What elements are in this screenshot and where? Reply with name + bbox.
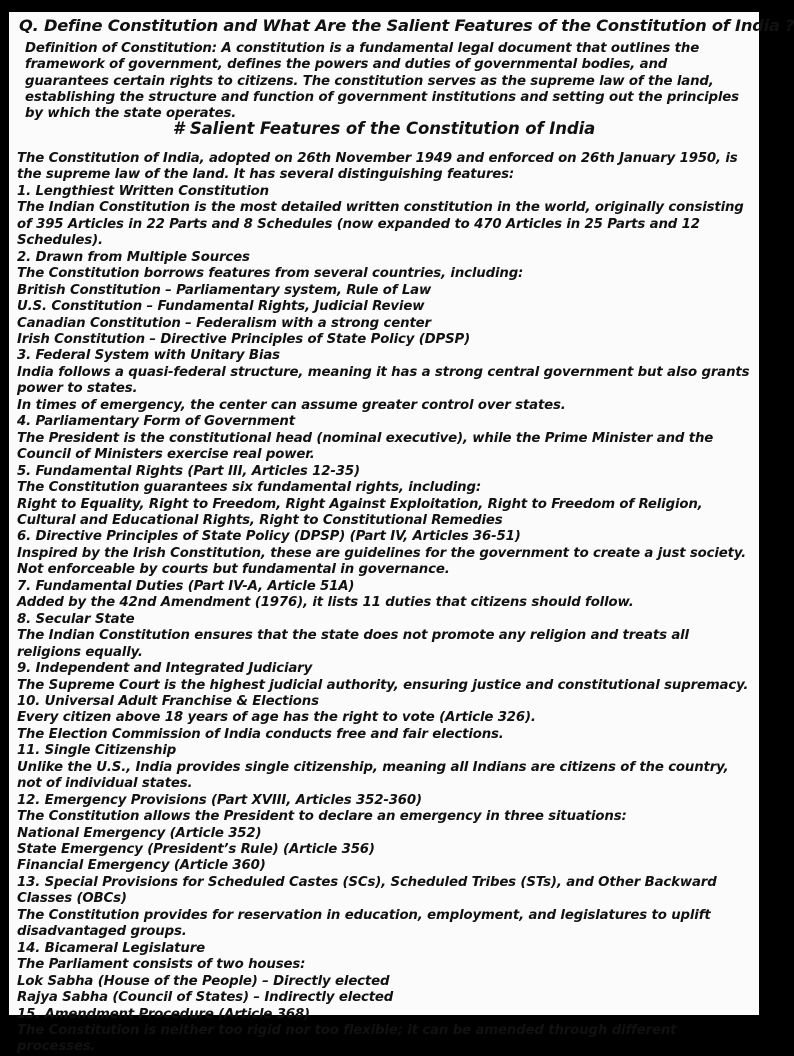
content-line: State Emergency (President’s Rule) (Article 356) (17, 842, 375, 858)
content-line: 5. Fundamental Rights (Part III, Articles 12-35) (17, 463, 360, 479)
content-line: Canadian Constitution – Federalism with a strong center (17, 315, 431, 331)
content-line: The Indian Constitution is the most detailed written constitution in the world, originally consisting of 395 Articles in 22 Parts and 8 Schedules (now expanded to 470 Articles in 25 Parts and 12 Schedules). (17, 200, 744, 249)
content-line: 3. Federal System with Unitary Bias (17, 348, 280, 364)
content-line: Not enforceable by courts but fundamental in governance. (17, 562, 450, 578)
content-line: 13. Special Provisions for Scheduled Castes (SCs), Scheduled Tribes (STs), and Other Backward Classes (OBCs) (17, 874, 717, 907)
content-line: 8. Secular State (17, 611, 135, 627)
content-line: The Constitution of India, adopted on 26th November 1949 and enforced on 26th January 1950, is the supreme law of the land. It has several distinguishing features: (17, 151, 738, 183)
content-line: Irish Constitution – Directive Principles of State Policy (DPSP) (17, 331, 471, 347)
document-page (9, 12, 794, 1055)
definition-paragraph: Definition of Constitution: A constitution is a fundamental legal document that outlines the framework of government, defines the powers and duties of governmental bodies, and guarantees certain rights to citizens. The constitution serves as the supreme law of the land, establishing the structure and function of government institutions and setting out the principles by which the state operates. (25, 41, 739, 122)
content-line: 9. Independent and Integrated Judiciary (17, 661, 313, 677)
content-line: Rajya Sabha (Council of States) – Indirectly elected (17, 990, 394, 1006)
content-line: U.S. Constitution – Fundamental Rights, Judicial Review (17, 299, 425, 315)
content-line: 1. Lengthiest Written Constitution (17, 183, 269, 199)
content-line: 10. Universal Adult Franchise & Elections (17, 693, 319, 709)
content-line: National Emergency (Article 352) (17, 825, 262, 841)
content-line: The Constitution provides for reservation in education, employment, and legislatures to uplift disadvantaged groups. (17, 907, 711, 940)
content-line: Inspired by the Irish Constitution, these are guidelines for the government to create a just society. (17, 545, 747, 561)
content-line: 15. Amendment Procedure (Article 368) (17, 1006, 310, 1022)
content-line: 7. Fundamental Duties (Part IV-A, Article 51A) (17, 578, 355, 594)
content-line: Added by the 42nd Amendment (1976), it lists 11 duties that citizens should follow. (17, 595, 634, 611)
content-line: 11. Single Citizenship (17, 743, 177, 759)
content-line: The Constitution borrows features from several countries, including: (17, 266, 524, 282)
content-line: The Supreme Court is the highest judicial authority, ensuring justice and constitutional supremacy. (17, 677, 749, 693)
content-line: 14. Bicameral Legislature (17, 940, 205, 956)
content-line: The Parliament consists of two houses: (17, 957, 306, 973)
content-line: The Election Commission of India conducts free and fair elections. (17, 726, 504, 742)
content-line: India follows a quasi-federal structure, meaning it has a strong central government but also grants power to states. (17, 364, 750, 397)
content-line: The Indian Constitution ensures that the state does not promote any religion and treats all religions equally. (17, 628, 689, 660)
content-line: The Constitution guarantees six fundamental rights, including: (17, 480, 482, 496)
content-line: Unlike the U.S., India provides single citizenship, meaning all Indians are citizens of the country, not of individual states. (17, 759, 729, 792)
content-line: Financial Emergency (Article 360) (17, 858, 266, 874)
content-line: The President is the constitutional head (nominal executive), while the Prime Minister and the Council of Ministers exercise real power. (17, 430, 714, 463)
content-line: Right to Equality, Right to Freedom, Right Against Exploitation, Right to Freedom of Religion, Cultural and Educational Rights, Right to Constitutional Remedies (17, 496, 703, 528)
content-line: 12. Emergency Provisions (Part XVIII, Articles 352-360) (17, 792, 422, 808)
content-line: Every citizen above 18 years of age has the right to vote (Article 326). (17, 710, 536, 726)
content-line: 6. Directive Principles of State Policy (DPSP) (Part IV, Articles 36-51) (17, 529, 521, 545)
content-line: British Constitution – Parliamentary system, Rule of Law (17, 282, 432, 298)
question-title: Q. Define Constitution and What Are the Salient Features of the Constitution of India ? (19, 16, 794, 35)
content-line: The Constitution is neither too rigid nor too flexible; it can be amended through different processes. (17, 1023, 677, 1055)
features-content (17, 151, 755, 1056)
content-line: 4. Parliamentary Form of Government (17, 414, 295, 430)
content-line: In times of emergency, the center can assume greater control over states. (17, 397, 566, 413)
content-line: The Constitution allows the President to declare an emergency in three situations: (17, 809, 627, 825)
content-line: 2. Drawn from Multiple Sources (17, 249, 250, 265)
content-line: Lok Sabha (House of the People) – Directly elected (17, 973, 390, 989)
section-heading: # Salient Features of the Constitution of India (172, 119, 596, 138)
